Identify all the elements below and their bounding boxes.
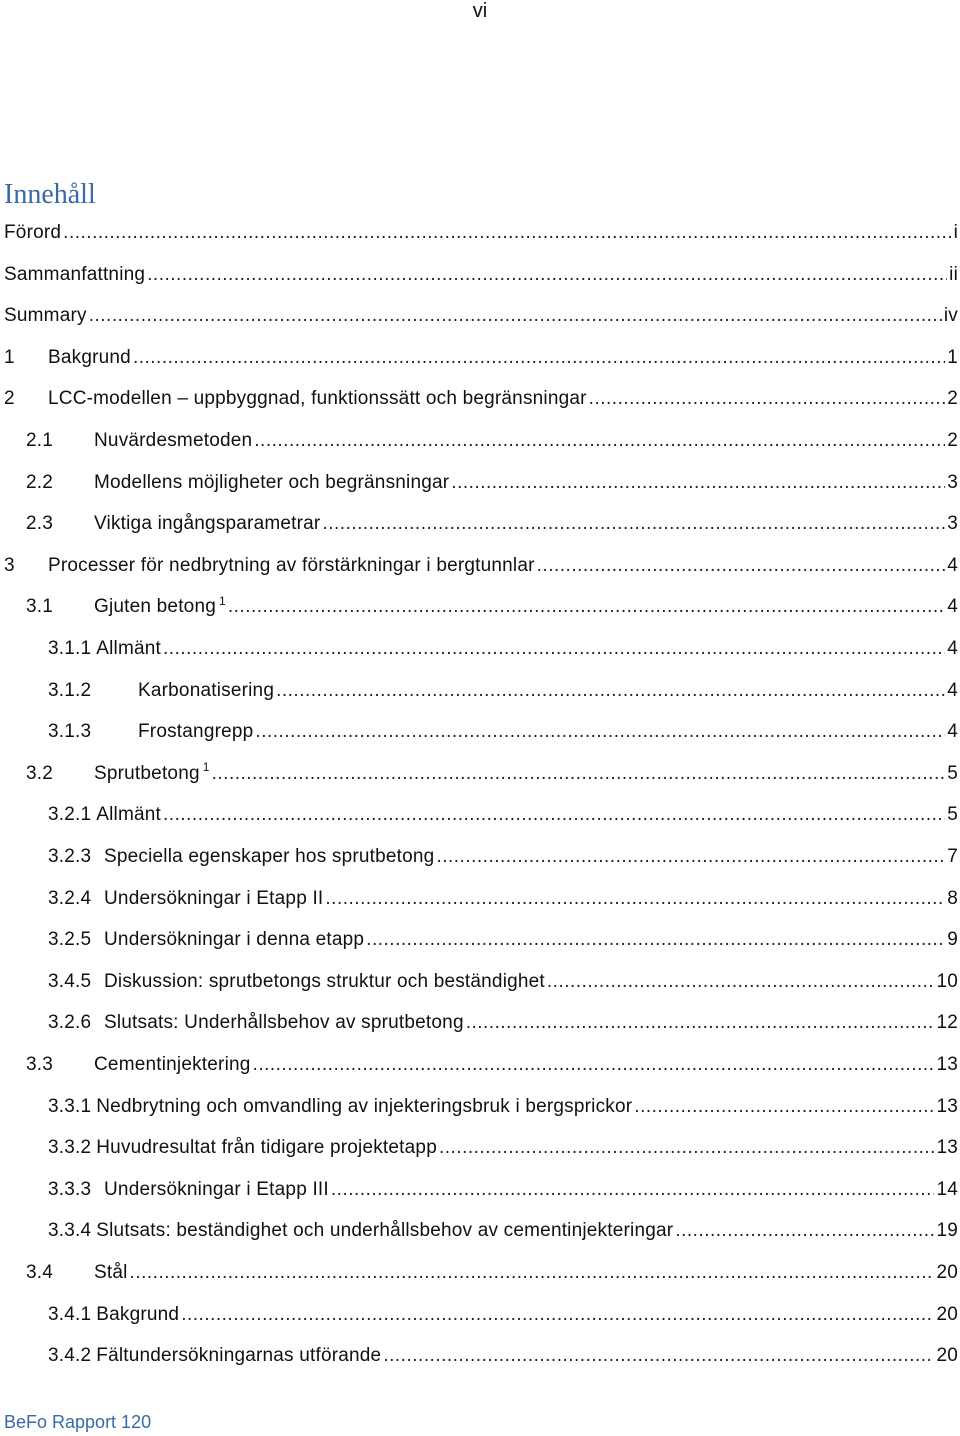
toc-entry-number: 3.3.2 bbox=[48, 1137, 92, 1159]
toc-entry-page: 14 bbox=[936, 1178, 958, 1200]
toc-entry[interactable] bbox=[48, 1008, 958, 1038]
dot-leader bbox=[147, 260, 947, 290]
toc-entry-page: 8 bbox=[947, 887, 958, 909]
toc-entry-page: 9 bbox=[947, 929, 958, 951]
toc-entry[interactable] bbox=[4, 260, 958, 290]
toc-entry-page: 4 bbox=[947, 638, 958, 659]
toc-entry-title: Sprutbetong $^1$ bbox=[94, 760, 210, 784]
toc-entry-page: 5 bbox=[947, 762, 958, 784]
toc-entry-page: iv bbox=[943, 305, 958, 327]
toc-entry-number: 3.4.2 bbox=[48, 1345, 92, 1367]
dot-leader bbox=[366, 925, 945, 955]
dot-leader bbox=[436, 842, 945, 872]
toc-entry[interactable] bbox=[48, 1133, 958, 1163]
toc-entry-number: 3.2.5 bbox=[48, 929, 92, 951]
toc-entry[interactable] bbox=[48, 1092, 958, 1122]
toc-entry[interactable] bbox=[4, 301, 958, 331]
toc-entry[interactable] bbox=[48, 634, 958, 664]
toc-entry-title: Undersökningar i denna etapp bbox=[104, 929, 365, 951]
toc-entry-page: 1 bbox=[947, 346, 958, 368]
toc-entry-number: 1 bbox=[4, 346, 15, 368]
toc-entry-title: Allmänt bbox=[96, 638, 162, 659]
dot-leader bbox=[181, 1300, 934, 1330]
dot-leader bbox=[253, 1050, 935, 1080]
toc-entry-title: Processer för nedbrytning av förstärkningar i bergtunnlar bbox=[48, 554, 535, 576]
toc-entry-number: 3.3 bbox=[26, 1054, 54, 1075]
footnote-marker: 1 bbox=[218, 594, 226, 609]
toc-entry-number: 3.4 bbox=[26, 1262, 54, 1283]
dot-leader bbox=[466, 1008, 935, 1038]
toc-entry-title: Diskussion: sprutbetongs struktur och beständighet bbox=[104, 970, 545, 992]
toc-entry[interactable] bbox=[26, 592, 958, 622]
toc-entry-title: Undersökningar i Etapp II bbox=[104, 887, 324, 909]
dot-leader bbox=[451, 468, 945, 498]
dot-leader bbox=[276, 676, 945, 706]
dot-leader bbox=[589, 384, 946, 414]
toc-entry-number: 3.2.4 bbox=[48, 887, 92, 909]
footnote-marker: 1 bbox=[202, 760, 210, 775]
toc-entry-number: 3.3.3 bbox=[48, 1178, 92, 1200]
toc-entry[interactable] bbox=[26, 1050, 958, 1080]
toc-entry-page: 7 bbox=[947, 846, 958, 867]
toc-entry-title: Slutsats: Underhållsbehov av sprutbetong bbox=[104, 1012, 464, 1034]
toc-entry[interactable] bbox=[48, 676, 958, 706]
dot-leader bbox=[331, 1175, 935, 1205]
toc-entry-title: Huvudresultat från tidigare projektetapp bbox=[96, 1137, 437, 1159]
toc-entry-title: Bakgrund bbox=[96, 1303, 180, 1325]
toc-entry-title: Summary bbox=[4, 305, 87, 327]
dot-leader bbox=[89, 301, 942, 331]
toc-entry[interactable] bbox=[4, 218, 958, 248]
toc-entry-number: 3.2.6 bbox=[48, 1012, 92, 1034]
dot-leader bbox=[133, 343, 945, 373]
toc-entry-title: Fältundersökningarnas utförande bbox=[96, 1345, 382, 1367]
toc-entry-page: 4 bbox=[947, 721, 958, 743]
dot-leader bbox=[255, 717, 945, 747]
toc-entry-number: 3.3.4 bbox=[48, 1220, 92, 1242]
toc-entry-page: 20 bbox=[936, 1262, 958, 1283]
toc-entry-number: 2.3 bbox=[26, 513, 54, 535]
dot-leader bbox=[254, 426, 945, 456]
toc-entry-title: Sammanfattning bbox=[4, 263, 146, 285]
toc-entry-page: 12 bbox=[936, 1012, 958, 1034]
dot-leader bbox=[325, 884, 945, 914]
toc-entry[interactable] bbox=[26, 426, 958, 456]
dot-leader bbox=[322, 509, 945, 539]
toc-entry-number: 3 bbox=[4, 554, 15, 576]
toc-entry-page: 10 bbox=[936, 970, 958, 992]
toc-entry[interactable] bbox=[26, 1258, 958, 1288]
toc-entry-number: 2.1 bbox=[26, 430, 54, 451]
toc-entry-page: 20 bbox=[936, 1345, 958, 1367]
toc-entry-page: 2 bbox=[947, 430, 958, 451]
toc-entry-title: Nuvärdesmetoden bbox=[94, 430, 253, 451]
toc-entry[interactable] bbox=[48, 717, 958, 747]
toc-entry-page: 4 bbox=[947, 679, 958, 701]
toc-entry-title: Cementinjektering bbox=[94, 1054, 251, 1075]
dot-leader bbox=[212, 759, 946, 789]
dot-leader bbox=[383, 1341, 934, 1371]
toc-entry-page: 13 bbox=[936, 1054, 958, 1075]
toc-entry-page: ii bbox=[949, 263, 958, 285]
toc-entry-number: 3.1.1 bbox=[48, 638, 92, 659]
dot-leader bbox=[634, 1092, 934, 1122]
toc-entry-title: Undersökningar i Etapp III bbox=[104, 1178, 329, 1200]
dot-leader bbox=[537, 551, 946, 581]
toc-entry-title: Speciella egenskaper hos sprutbetong bbox=[104, 846, 435, 867]
toc-heading: Innehåll bbox=[4, 179, 96, 210]
toc-entry-title: Modellens möjligheter och begränsningar bbox=[94, 471, 450, 493]
dot-leader bbox=[439, 1133, 934, 1163]
toc-entry[interactable] bbox=[48, 925, 958, 955]
toc-entry-title: Slutsats: beständighet och underhållsbehov av cementinjekteringar bbox=[96, 1220, 674, 1242]
toc-entry-number: 3.3.1 bbox=[48, 1095, 92, 1117]
toc-entry[interactable] bbox=[4, 343, 958, 373]
toc-entry-number: 3.1.3 bbox=[48, 721, 92, 743]
toc-entry-page: 3 bbox=[947, 471, 958, 493]
toc-entry-title: Viktiga ingångsparametrar bbox=[94, 513, 321, 535]
toc-entry-page: 3 bbox=[947, 513, 958, 535]
footer-report-name: BeFo Rapport 120 bbox=[4, 1412, 152, 1432]
dot-leader bbox=[163, 800, 945, 830]
toc-entry[interactable] bbox=[48, 1216, 958, 1246]
toc-entry[interactable] bbox=[48, 967, 958, 997]
dot-leader bbox=[163, 634, 945, 664]
toc-entry-number: 3.1 bbox=[26, 596, 54, 618]
toc-entry-page: 4 bbox=[947, 596, 958, 618]
toc-entry-page: 19 bbox=[936, 1220, 958, 1242]
toc-entry-number: 2.2 bbox=[26, 471, 54, 493]
toc-entry-number: 3.2.3 bbox=[48, 846, 92, 867]
toc-entry[interactable] bbox=[4, 384, 958, 414]
toc-entry[interactable] bbox=[26, 759, 958, 789]
toc-entry[interactable] bbox=[26, 468, 958, 498]
toc-entry-title: Bakgrund bbox=[48, 346, 131, 368]
toc-entry[interactable] bbox=[48, 1300, 958, 1330]
toc-entry[interactable] bbox=[26, 509, 958, 539]
toc-entry-page: 4 bbox=[947, 554, 958, 576]
toc-entry-page: 13 bbox=[936, 1095, 958, 1117]
dot-leader bbox=[547, 967, 935, 997]
toc-entry-title: Förord bbox=[4, 222, 62, 243]
toc-entry-title: Frostangrepp bbox=[138, 721, 254, 743]
header-page-number: vi bbox=[472, 0, 488, 22]
toc-entry-title: LCC-modellen – uppbyggnad, funktionssätt och begränsningar bbox=[48, 388, 587, 410]
toc-entry[interactable] bbox=[48, 1341, 958, 1371]
toc-entry-number: 3.4.5 bbox=[48, 970, 92, 992]
toc-entry[interactable] bbox=[48, 884, 958, 914]
toc-entry-page: 2 bbox=[947, 388, 958, 410]
toc-entry-page: i bbox=[953, 222, 958, 243]
toc-entry-title: Stål bbox=[94, 1262, 128, 1283]
toc-entry-title: Gjuten betong $^1$ bbox=[94, 594, 226, 618]
toc-entry-number: 3.4.1 bbox=[48, 1303, 92, 1325]
dot-leader bbox=[228, 592, 945, 622]
toc-entry-title: Nedbrytning och omvandling av injekteringsbruk i bergsprickor bbox=[96, 1095, 633, 1117]
dot-leader bbox=[130, 1258, 935, 1288]
toc-entry-number: 2 bbox=[4, 388, 15, 410]
toc-entry[interactable] bbox=[4, 551, 958, 581]
toc-entry-title: Karbonatisering bbox=[138, 679, 275, 701]
toc-entry[interactable] bbox=[48, 1175, 958, 1205]
toc-entry-page: 13 bbox=[936, 1137, 958, 1159]
dot-leader bbox=[63, 218, 951, 248]
toc-entry-number: 3.2.1 bbox=[48, 804, 92, 826]
toc-entry[interactable] bbox=[48, 842, 958, 872]
toc-entry-title: Allmänt bbox=[96, 804, 162, 826]
dot-leader bbox=[675, 1216, 934, 1246]
toc-entry-page: 20 bbox=[936, 1303, 958, 1325]
toc-entry[interactable] bbox=[48, 800, 958, 830]
toc-entry-number: 3.1.2 bbox=[48, 679, 92, 701]
toc-entry-number: 3.2 bbox=[26, 762, 54, 784]
toc-entry-page: 5 bbox=[947, 804, 958, 826]
